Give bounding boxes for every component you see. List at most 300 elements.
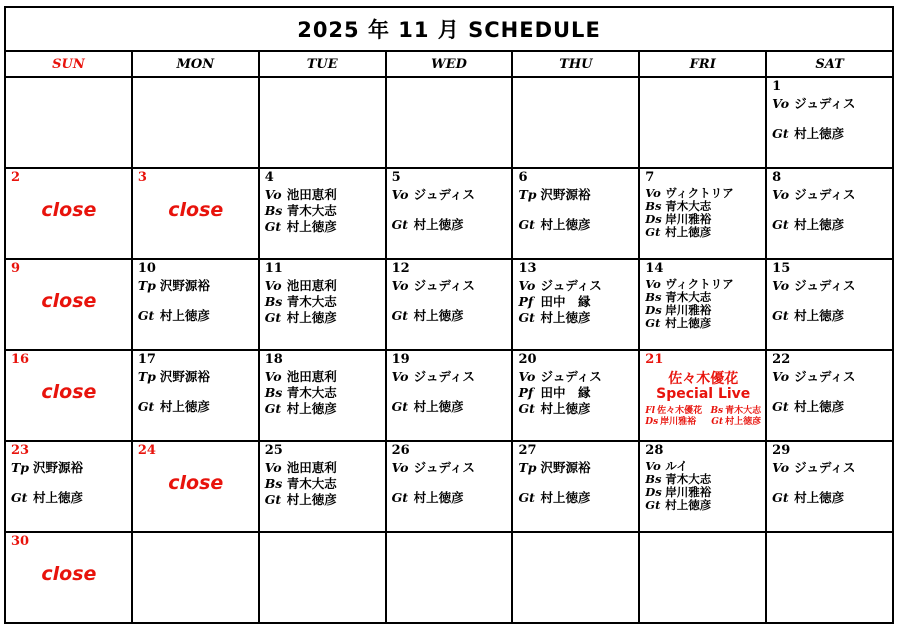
performer-name: 村上徳彦 [794,217,845,232]
performer-role: Gt [391,308,409,323]
performer-entry [772,308,888,324]
performer-name: 村上徳彦 [413,490,464,505]
day-number: 7 [645,170,655,185]
day-number: 9 [11,261,21,276]
calendar-day-6[interactable] [513,169,640,258]
special-member-row [645,406,761,417]
special-member [710,406,761,417]
calendar-day-empty [6,78,133,167]
performer-lineup [392,278,508,324]
calendar-day-5[interactable] [387,169,514,258]
member-role: Gt [711,417,724,427]
performer-name: 沢野源裕 [33,460,84,475]
performer-name: 池田恵利 [286,278,337,293]
performer-role: Gt [264,219,282,234]
calendar-day-20[interactable] [513,351,640,440]
special-member-row [645,417,761,428]
performer-role: Tp [518,460,537,475]
calendar-day-8[interactable] [767,169,892,258]
day-number: 8 [772,170,782,185]
performer-lineup [772,369,888,415]
performer-role: Tp [11,460,30,475]
performer-role: Vo [772,460,790,475]
weekday-header-fri: FRI [640,52,767,76]
performer-role: Tp [137,278,156,293]
special-member [645,417,696,428]
calendar-day-7[interactable] [640,169,767,258]
performer-role: Gt [772,490,789,505]
performer-name: 村上徳彦 [159,399,210,414]
performer-lineup [772,460,888,506]
performer-entry [392,187,508,203]
performer-role: Tp [137,369,156,384]
performer-role: Vo [772,96,790,111]
performer-role: Vo [518,369,536,384]
performer-name: ジュディス [794,369,856,384]
performer-entry [138,369,254,385]
performer-name: 沢野源裕 [159,278,210,293]
member-name: 青木大志 [725,406,762,416]
calendar-day-23[interactable] [6,442,133,531]
performer-role: Vo [264,278,282,293]
day-number: 6 [518,170,528,185]
performer-name: 村上徳彦 [33,490,84,505]
performer-role: Gt [137,399,155,414]
close-label: close [168,199,224,221]
performer-role: Pf [518,294,534,309]
performer-lineup [392,369,508,415]
performer-lineup [645,460,761,512]
performer-entry [772,278,888,294]
special-artist-name: 佐々木優花 [668,371,739,387]
calendar-week-row [6,78,892,169]
weekday-header-sun: SUN [6,52,133,76]
weekday-header-row [6,52,892,78]
performer-entry [518,401,634,417]
day-number: 3 [137,170,147,185]
calendar-day-empty [640,78,767,167]
performer-entry [392,217,508,233]
performer-entry [518,385,634,401]
performer-name: 青木大志 [286,203,337,218]
performer-lineup [772,96,888,142]
performer-name: ジュディス [413,278,475,293]
calendar-day-24[interactable] [133,442,260,531]
performer-name: 池田恵利 [286,187,337,202]
performer-role: Tp [518,187,537,202]
day-number: 10 [137,261,156,276]
day-number: 23 [11,443,30,458]
performer-role: Gt [391,217,409,232]
special-member [645,406,702,417]
close-label: close [41,563,97,585]
performer-entry [518,294,634,310]
performer-entry [518,369,634,385]
performer-role: Vo [391,369,409,384]
performer-role: Gt [518,217,535,232]
performer-role: Gt [11,490,28,505]
performer-entry [138,399,254,415]
member-role: Bs [710,406,724,416]
performer-entry [265,294,381,310]
calendar-day-11[interactable] [260,260,387,349]
performer-name: 村上徳彦 [413,308,464,323]
performer-role: Vo [391,187,409,202]
performer-name: 村上徳彦 [286,310,337,325]
close-label: close [168,472,224,494]
performer-role: Vo [391,460,409,475]
performer-name: ヴィクトリア [665,186,734,200]
performer-name: 岸川雅裕 [665,212,712,226]
weekday-header-sat: SAT [815,56,844,72]
performer-name: 村上徳彦 [286,401,337,416]
performer-role: Gt [264,492,282,507]
performer-role: Vo [772,369,790,384]
performer-role: Vo [264,460,282,475]
performer-lineup [518,460,634,506]
performer-lineup [138,369,254,415]
calendar-day-3[interactable] [133,169,260,258]
performer-lineup [392,187,508,233]
performer-name: 村上徳彦 [540,217,591,232]
calendar-day-21[interactable] [640,351,767,440]
calendar-day-empty [387,78,514,167]
performer-entry [645,317,761,330]
performer-entry [265,369,381,385]
performer-role: Vo [264,369,282,384]
performer-name: 村上徳彦 [794,126,845,141]
day-number: 27 [518,443,537,458]
performer-role: Ds [645,212,662,226]
performer-name: 青木大志 [665,199,712,213]
performer-lineup [645,278,761,330]
calendar-day-14[interactable] [640,260,767,349]
calendar-day-26[interactable] [387,442,514,531]
calendar-day-16[interactable] [6,351,133,440]
calendar-week-row [6,169,892,260]
performer-entry [265,385,381,401]
performer-entry [392,278,508,294]
performer-name: 村上徳彦 [794,308,845,323]
performer-name: 村上徳彦 [286,492,337,507]
calendar-day-13[interactable] [513,260,640,349]
performer-entry [138,278,254,294]
calendar-title-row [6,8,892,52]
performer-lineup [772,187,888,233]
performer-entry [772,187,888,203]
calendar-day-19[interactable] [387,351,514,440]
day-number: 26 [391,443,410,458]
performer-role: Bs [264,385,283,400]
performer-role: Gt [772,399,789,414]
performer-name: 村上徳彦 [413,399,464,414]
performer-name: 村上徳彦 [540,490,591,505]
calendar-day-25[interactable] [260,442,387,531]
performer-role: Ds [645,485,662,499]
calendar-week-row [6,260,892,351]
calendar-day-29[interactable] [767,442,892,531]
performer-entry [265,278,381,294]
performer-name: 青木大志 [665,290,712,304]
calendar-day-2[interactable] [6,169,133,258]
calendar-day-empty [133,533,260,622]
calendar-day-28[interactable] [640,442,767,531]
performer-name: 村上徳彦 [665,225,712,239]
weekday-header-wed: WED [387,52,514,76]
close-label: close [41,199,97,221]
performer-entry [772,96,888,112]
performer-role: Gt [518,310,535,325]
performer-role: Bs [264,203,283,218]
performer-name: 村上徳彦 [159,308,210,323]
member-name: 村上徳彦 [725,417,762,427]
performer-name: ジュディス [794,460,856,475]
calendar-day-10[interactable] [133,260,260,349]
schedule-calendar [4,6,894,624]
performer-name: 沢野源裕 [540,460,591,475]
day-number: 17 [137,352,156,367]
performer-role: Vo [645,186,661,200]
performer-role: Pf [518,385,534,400]
day-number: 12 [391,261,410,276]
day-number: 2 [11,170,21,185]
performer-name: 池田恵利 [286,460,337,475]
calendar-week-row [6,351,892,442]
performer-lineup [265,187,381,235]
performer-entry [392,460,508,476]
performer-entry [518,490,634,506]
performer-role: Gt [264,401,282,416]
special-live-label: Special Live [656,386,751,402]
member-role: Fl [645,406,656,416]
performer-role: Gt [772,217,789,232]
performer-name: ジュディス [540,369,602,384]
performer-lineup [138,278,254,324]
performer-entry [772,369,888,385]
performer-role: Bs [264,294,283,309]
performer-entry [518,187,634,203]
performer-role: Gt [772,308,789,323]
day-number: 29 [772,443,791,458]
performer-role: Gt [518,401,535,416]
performer-name: 沢野源裕 [159,369,210,384]
calendar-body [6,78,892,622]
performer-lineup [772,278,888,324]
performer-role: Vo [518,278,536,293]
performer-name: 村上徳彦 [794,490,845,505]
day-number: 25 [264,443,283,458]
performer-entry [518,278,634,294]
calendar-day-empty [513,533,640,622]
performer-role: Gt [264,310,282,325]
performer-entry [265,401,381,417]
performer-role: Bs [645,472,662,486]
performer-entry [11,490,127,506]
day-number: 22 [772,352,791,367]
performer-role: Bs [264,476,283,491]
performer-name: 池田恵利 [286,369,337,384]
performer-name: 村上徳彦 [540,310,591,325]
performer-entry [392,399,508,415]
performer-entry [265,187,381,203]
performer-role: Gt [391,490,409,505]
performer-role: Gt [772,126,789,141]
performer-entry [772,399,888,415]
performer-entry [518,217,634,233]
calendar-day-15[interactable] [767,260,892,349]
performer-role: Gt [645,498,661,512]
performer-name: 村上徳彦 [794,399,845,414]
weekday-header-tue: TUE [260,52,387,76]
performer-role: Vo [772,187,790,202]
calendar-week-row [6,533,892,622]
performer-name: ジュディス [794,187,856,202]
performer-name: 村上徳彦 [413,217,464,232]
day-number: 11 [264,261,283,276]
day-number: 19 [391,352,410,367]
calendar-day-9[interactable] [6,260,133,349]
performer-name: 沢野源裕 [540,187,591,202]
performer-name: 村上徳彦 [665,498,712,512]
close-label: close [41,290,97,312]
calendar-day-22[interactable] [767,351,892,440]
performer-entry [518,310,634,326]
day-number: 1 [772,79,782,94]
performer-entry [772,126,888,142]
performer-name: 村上徳彦 [286,219,337,234]
day-number: 18 [264,352,283,367]
member-name: 佐々木優花 [657,406,703,416]
performer-role: Gt [391,399,409,414]
page-title: 2025 年 11 月 SCHEDULE [297,18,601,42]
calendar-day-empty [387,533,514,622]
performer-name: 村上徳彦 [665,316,712,330]
calendar-day-empty [640,533,767,622]
member-name: 岸川雅裕 [660,417,697,427]
performer-name: ヴィクトリア [665,277,734,291]
performer-entry [392,369,508,385]
calendar-day-empty [133,78,260,167]
performer-lineup [518,369,634,417]
performer-role: Vo [391,278,409,293]
performer-role: Vo [264,187,282,202]
performer-role: Ds [645,303,662,317]
performer-role: Gt [645,225,661,239]
day-number: 4 [264,170,274,185]
day-number: 30 [11,534,30,549]
calendar-day-4[interactable] [260,169,387,258]
performer-name: 青木大志 [286,385,337,400]
calendar-day-27[interactable] [513,442,640,531]
special-member-list [645,406,761,428]
performer-entry [265,476,381,492]
performer-name: 青木大志 [286,476,337,491]
performer-entry [645,499,761,512]
performer-name: 岸川雅裕 [665,303,712,317]
performer-entry [265,219,381,235]
performer-entry [772,460,888,476]
performer-entry [518,460,634,476]
performer-entry [11,460,127,476]
day-number: 16 [11,352,30,367]
performer-entry [265,203,381,219]
performer-entry [265,492,381,508]
performer-entry [265,460,381,476]
weekday-header-mon: MON [133,52,260,76]
performer-role: Vo [645,459,661,473]
performer-lineup [265,278,381,326]
performer-entry [772,217,888,233]
calendar-week-row [6,442,892,533]
performer-lineup [645,187,761,239]
performer-lineup [518,187,634,233]
performer-role: Vo [772,278,790,293]
calendar-day-empty [260,78,387,167]
performer-lineup [11,460,127,506]
performer-entry [392,490,508,506]
performer-entry [392,308,508,324]
day-number: 15 [772,261,791,276]
performer-lineup [518,278,634,326]
performer-name: 田中 縁 [540,385,591,400]
performer-name: 岸川雅裕 [665,485,712,499]
performer-lineup [265,369,381,417]
day-number: 13 [518,261,537,276]
calendar-day-12[interactable] [387,260,514,349]
day-number: 14 [645,261,664,276]
performer-entry [772,490,888,506]
performer-role: Gt [645,316,661,330]
performer-name: ジュディス [413,187,475,202]
performer-name: 青木大志 [665,472,712,486]
performer-role: Bs [645,290,662,304]
calendar-day-17[interactable] [133,351,260,440]
performer-name: ジュディス [794,96,856,111]
day-number: 24 [137,443,156,458]
performer-role: Gt [137,308,155,323]
performer-role: Bs [645,199,662,213]
performer-name: ジュディス [413,369,475,384]
day-number: 28 [645,443,664,458]
performer-name: ルイ [665,459,688,473]
performer-name: 田中 縁 [540,294,591,309]
special-member [711,417,761,428]
calendar-day-1[interactable] [767,78,892,167]
weekday-header-thu: THU [513,52,640,76]
calendar-day-empty [767,533,892,622]
day-number: 21 [645,352,664,367]
calendar-day-empty [260,533,387,622]
performer-entry [645,226,761,239]
performer-entry [265,310,381,326]
performer-role: Vo [645,277,661,291]
calendar-day-18[interactable] [260,351,387,440]
member-role: Ds [645,417,659,427]
day-number: 20 [518,352,537,367]
calendar-day-empty [513,78,640,167]
performer-entry [138,308,254,324]
performer-name: ジュディス [413,460,475,475]
performer-name: ジュディス [794,278,856,293]
performer-name: ジュディス [540,278,602,293]
calendar-day-30[interactable] [6,533,133,622]
performer-lineup [392,460,508,506]
close-label: close [41,381,97,403]
performer-lineup [265,460,381,508]
day-number: 5 [391,170,401,185]
performer-name: 村上徳彦 [540,401,591,416]
performer-role: Gt [518,490,535,505]
